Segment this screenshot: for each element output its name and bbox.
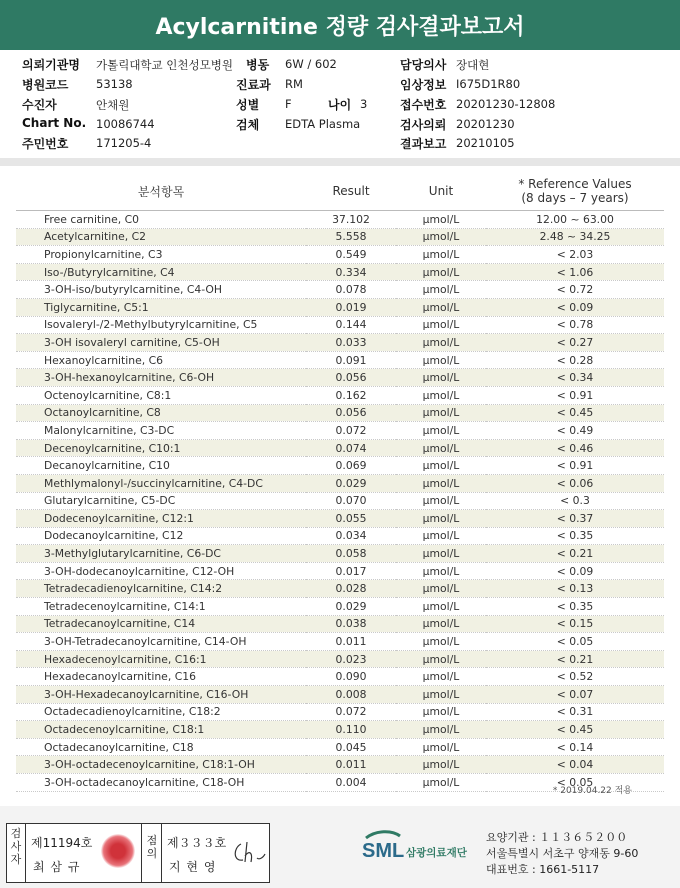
reference-value: < 0.34 (486, 369, 664, 387)
result-value: 0.033 (306, 334, 396, 352)
result-value: 0.069 (306, 457, 396, 475)
table-row (16, 492, 664, 510)
phone: 대표번호 : 1661-5117 (486, 863, 600, 876)
analyte-name: 3-OH-hexanoylcarnitine, C6-OH (16, 369, 306, 387)
result-value: 0.549 (306, 246, 396, 264)
result-value: 0.078 (306, 281, 396, 299)
unit: μmol/L (396, 457, 486, 475)
result-value: 0.058 (306, 545, 396, 563)
analyte-name: Malonylcarnitine, C3-DC (16, 422, 306, 440)
org-address-block (486, 830, 638, 878)
hospital-label: 의뢰기관명 (22, 58, 80, 72)
signature-image (231, 840, 267, 866)
unit: μmol/L (396, 545, 486, 563)
dept-value: RM (285, 77, 303, 91)
unit: μmol/L (396, 334, 486, 352)
tester-label: 검사자 (10, 827, 22, 866)
analyte-name: Free carnitine, C0 (16, 211, 306, 229)
unit: μmol/L (396, 298, 486, 316)
table-row (16, 756, 664, 774)
analyte-name: Iso-/Butyrylcarnitine, C4 (16, 263, 306, 281)
signature-box (6, 823, 270, 883)
analyte-name: 3-OH-octadecanoylcarnitine, C18-OH (16, 774, 306, 792)
reference-value: < 0.37 (486, 510, 664, 528)
specimen-label: 검체 (236, 118, 260, 132)
header-item: 분석항목 (16, 172, 306, 211)
reference-value: < 0.04 (486, 756, 664, 774)
chart-label: Chart No. (22, 116, 87, 130)
analyte-name: 3-OH isovaleryl carnitine, C5-OH (16, 334, 306, 352)
reference-value: < 0.46 (486, 439, 664, 457)
table-row (16, 422, 664, 440)
ward-value: 6W / 602 (285, 57, 337, 71)
unit: μmol/L (396, 686, 486, 704)
result-value: 0.028 (306, 580, 396, 598)
analyte-name: Hexadecenoylcarnitine, C16:1 (16, 650, 306, 668)
result-value: 0.023 (306, 650, 396, 668)
table-body (16, 211, 664, 792)
result-value: 0.056 (306, 404, 396, 422)
table-row (16, 246, 664, 264)
analyte-name: Decenoylcarnitine, C10:1 (16, 439, 306, 457)
analyte-name: Octadecanoylcarnitine, C18 (16, 738, 306, 756)
unit: μmol/L (396, 527, 486, 545)
reference-value: < 0.14 (486, 738, 664, 756)
result-value: 0.144 (306, 316, 396, 334)
doctor-label: 담당의사 (400, 58, 447, 72)
specimen-value: EDTA Plasma (285, 117, 361, 131)
analyte-name: 3-OH-octadecenoylcarnitine, C18:1-OH (16, 756, 306, 774)
analyte-name: Isovaleryl-/2-Methylbutyrylcarnitine, C5 (16, 316, 306, 334)
table-row (16, 510, 664, 528)
results-table-wrap (16, 172, 664, 792)
result-value: 0.091 (306, 351, 396, 369)
result-value: 37.102 (306, 211, 396, 229)
result-value: 0.072 (306, 703, 396, 721)
result-value: 0.029 (306, 598, 396, 616)
request-value: 20201230 (456, 117, 515, 131)
result-value: 0.070 (306, 492, 396, 510)
footer (0, 806, 680, 888)
table-row (16, 650, 664, 668)
result-value: 0.055 (306, 510, 396, 528)
result-value: 0.334 (306, 263, 396, 281)
table-row (16, 369, 664, 387)
analyte-name: Glutarylcarnitine, C5-DC (16, 492, 306, 510)
unit: μmol/L (396, 404, 486, 422)
sex-label: 성별 (236, 98, 260, 112)
unit: μmol/L (396, 316, 486, 334)
reference-value: < 0.49 (486, 422, 664, 440)
reference-value: < 1.06 (486, 263, 664, 281)
reference-value: < 0.09 (486, 562, 664, 580)
code-value: 53138 (96, 77, 133, 91)
header-unit: Unit (396, 172, 486, 211)
unit: μmol/L (396, 774, 486, 792)
code-label: 병원코드 (22, 78, 69, 92)
age-label: 나이 (328, 98, 352, 112)
unit: μmol/L (396, 263, 486, 281)
unit: μmol/L (396, 246, 486, 264)
table-row (16, 457, 664, 475)
reference-value: < 0.21 (486, 650, 664, 668)
inspector-label: 점의 (146, 834, 158, 860)
patient-info (0, 56, 680, 154)
header-reference (486, 172, 664, 211)
reference-value: < 0.91 (486, 457, 664, 475)
tester-name: 최 삼 규 (33, 860, 81, 874)
table-row (16, 686, 664, 704)
table-row (16, 703, 664, 721)
id-label: 주민번호 (22, 137, 69, 151)
reference-value: 2.48 ~ 34.25 (486, 228, 664, 246)
reference-value: < 0.78 (486, 316, 664, 334)
reference-value: < 0.09 (486, 298, 664, 316)
table-row (16, 316, 664, 334)
analyte-name: Hexadecanoylcarnitine, C16 (16, 668, 306, 686)
table-row (16, 545, 664, 563)
analyte-name: Tetradecadienoylcarnitine, C14:2 (16, 580, 306, 598)
table-row (16, 281, 664, 299)
table-row (16, 580, 664, 598)
reference-value: 12.00 ~ 63.00 (486, 211, 664, 229)
reference-value: < 0.3 (486, 492, 664, 510)
result-value: 0.019 (306, 298, 396, 316)
analyte-name: 3-OH-iso/butyrylcarnitine, C4-OH (16, 281, 306, 299)
id-value: 171205-4 (96, 136, 152, 150)
result-value: 0.017 (306, 562, 396, 580)
header-result: Result (306, 172, 396, 211)
unit: μmol/L (396, 510, 486, 528)
analyte-name: 3-OH-dodecanoylcarnitine, C12-OH (16, 562, 306, 580)
table-row (16, 263, 664, 281)
analyte-name: Octadecadienoylcarnitine, C18:2 (16, 703, 306, 721)
reference-value: < 0.31 (486, 703, 664, 721)
clinical-label: 임상정보 (400, 78, 447, 92)
unit: μmol/L (396, 668, 486, 686)
unit: μmol/L (396, 422, 486, 440)
analyte-name: Acetylcarnitine, C2 (16, 228, 306, 246)
receipt-label: 접수번호 (400, 98, 447, 112)
unit: μmol/L (396, 351, 486, 369)
unit: μmol/L (396, 615, 486, 633)
result-value: 0.074 (306, 439, 396, 457)
section-divider (0, 158, 680, 166)
report-title: Acylcarnitine 정량 검사결과보고서 (0, 0, 680, 50)
table-row (16, 721, 664, 739)
unit: μmol/L (396, 633, 486, 651)
unit: μmol/L (396, 580, 486, 598)
table-row (16, 439, 664, 457)
reference-value: < 0.21 (486, 545, 664, 563)
reference-value: < 0.15 (486, 615, 664, 633)
reference-value: < 0.45 (486, 721, 664, 739)
reference-value: < 0.05 (486, 774, 664, 792)
reference-value: < 0.27 (486, 334, 664, 352)
hospital-value: 가톨릭대학교 인천성모병원 (96, 58, 233, 72)
report-value: 20210105 (456, 136, 515, 150)
reference-value: < 0.06 (486, 474, 664, 492)
table-row (16, 386, 664, 404)
result-value: 0.162 (306, 386, 396, 404)
analyte-name: Octadecenoylcarnitine, C18:1 (16, 721, 306, 739)
analyte-name: 3-OH-Tetradecanoylcarnitine, C14-OH (16, 633, 306, 651)
table-row (16, 562, 664, 580)
reference-value: < 0.07 (486, 686, 664, 704)
inspector-name: 지 현 영 (169, 860, 217, 874)
header-ref-line2: (8 days – 7 years) (521, 191, 629, 205)
table-row (16, 527, 664, 545)
reference-value: < 0.45 (486, 404, 664, 422)
result-value: 0.011 (306, 633, 396, 651)
patient-value: 안채원 (96, 98, 130, 112)
result-value: 0.045 (306, 738, 396, 756)
age-value: 3 (360, 97, 368, 111)
result-value: 0.110 (306, 721, 396, 739)
care-number: 요양기관 : １１３６５２００ (486, 831, 628, 844)
reference-value: < 0.28 (486, 351, 664, 369)
table-row (16, 351, 664, 369)
result-value: 0.011 (306, 756, 396, 774)
unit: μmol/L (396, 721, 486, 739)
reference-value: < 0.05 (486, 633, 664, 651)
unit: μmol/L (396, 386, 486, 404)
analyte-name: Dodecenoylcarnitine, C12:1 (16, 510, 306, 528)
report-label: 결과보고 (400, 137, 447, 151)
analyte-name: Tiglycarnitine, C5:1 (16, 298, 306, 316)
unit: μmol/L (396, 492, 486, 510)
analyte-name: Tetradecanoylcarnitine, C14 (16, 615, 306, 633)
result-value: 0.008 (306, 686, 396, 704)
result-value: 0.034 (306, 527, 396, 545)
dept-label: 진료과 (236, 78, 271, 92)
tester-number: 제11194호 (31, 836, 93, 850)
unit: μmol/L (396, 562, 486, 580)
result-value: 0.004 (306, 774, 396, 792)
reference-value: < 0.72 (486, 281, 664, 299)
result-value: 0.090 (306, 668, 396, 686)
table-header-row (16, 172, 664, 211)
result-value: 5.558 (306, 228, 396, 246)
analyte-name: Dodecanoylcarnitine, C12 (16, 527, 306, 545)
reference-value: < 0.91 (486, 386, 664, 404)
unit: μmol/L (396, 439, 486, 457)
chart-value: 10086744 (96, 117, 155, 131)
analyte-name: Hexanoylcarnitine, C6 (16, 351, 306, 369)
analyte-name: 3-Methylglutarylcarnitine, C6-DC (16, 545, 306, 563)
unit: μmol/L (396, 738, 486, 756)
results-table (16, 172, 664, 792)
table-row (16, 228, 664, 246)
divider (141, 824, 142, 882)
reference-value: < 0.35 (486, 598, 664, 616)
unit: μmol/L (396, 756, 486, 774)
table-row (16, 404, 664, 422)
reference-value: < 0.35 (486, 527, 664, 545)
table-row (16, 738, 664, 756)
unit: μmol/L (396, 474, 486, 492)
table-row (16, 668, 664, 686)
reference-value: < 0.52 (486, 668, 664, 686)
address: 서울특별시 서초구 양재동 9-60 (486, 847, 639, 860)
reference-note: * 2019.04.22 적용 (552, 786, 632, 796)
org-logo (362, 830, 478, 870)
unit: μmol/L (396, 703, 486, 721)
divider (161, 824, 162, 882)
table-row (16, 211, 664, 229)
inspector-number: 제３３３호 (167, 836, 227, 850)
result-value: 0.072 (306, 422, 396, 440)
table-row (16, 334, 664, 352)
unit: μmol/L (396, 228, 486, 246)
table-row (16, 615, 664, 633)
request-label: 검사의뢰 (400, 118, 447, 132)
sex-value: F (285, 97, 292, 111)
org-name: 삼광의료재단 (406, 847, 467, 859)
unit: μmol/L (396, 650, 486, 668)
table-row (16, 298, 664, 316)
table-row (16, 598, 664, 616)
result-value: 0.038 (306, 615, 396, 633)
divider (25, 824, 26, 882)
unit: μmol/L (396, 598, 486, 616)
analyte-name: Methlymalonyl-/succinylcarnitine, C4-DC (16, 474, 306, 492)
table-row (16, 633, 664, 651)
ward-label: 병동 (246, 58, 270, 72)
reference-value: < 2.03 (486, 246, 664, 264)
analyte-name: Decanoylcarnitine, C10 (16, 457, 306, 475)
analyte-name: Propionylcarnitine, C3 (16, 246, 306, 264)
analyte-name: 3-OH-Hexadecanoylcarnitine, C16-OH (16, 686, 306, 704)
header-ref-line1: * Reference Values (518, 177, 632, 191)
unit: μmol/L (396, 211, 486, 229)
clinical-value: I675D1R80 (456, 77, 521, 91)
receipt-value: 20201230-12808 (456, 97, 556, 111)
patient-label: 수진자 (22, 98, 57, 112)
seal-stamp (101, 834, 135, 868)
analyte-name: Tetradecenoylcarnitine, C14:1 (16, 598, 306, 616)
table-row (16, 474, 664, 492)
analyte-name: Octanoylcarnitine, C8 (16, 404, 306, 422)
reference-value: < 0.13 (486, 580, 664, 598)
result-value: 0.029 (306, 474, 396, 492)
logo-text: SML (362, 840, 405, 862)
doctor-value: 장대현 (456, 58, 490, 72)
result-value: 0.056 (306, 369, 396, 387)
unit: μmol/L (396, 281, 486, 299)
unit: μmol/L (396, 369, 486, 387)
analyte-name: Octenoylcarnitine, C8:1 (16, 386, 306, 404)
